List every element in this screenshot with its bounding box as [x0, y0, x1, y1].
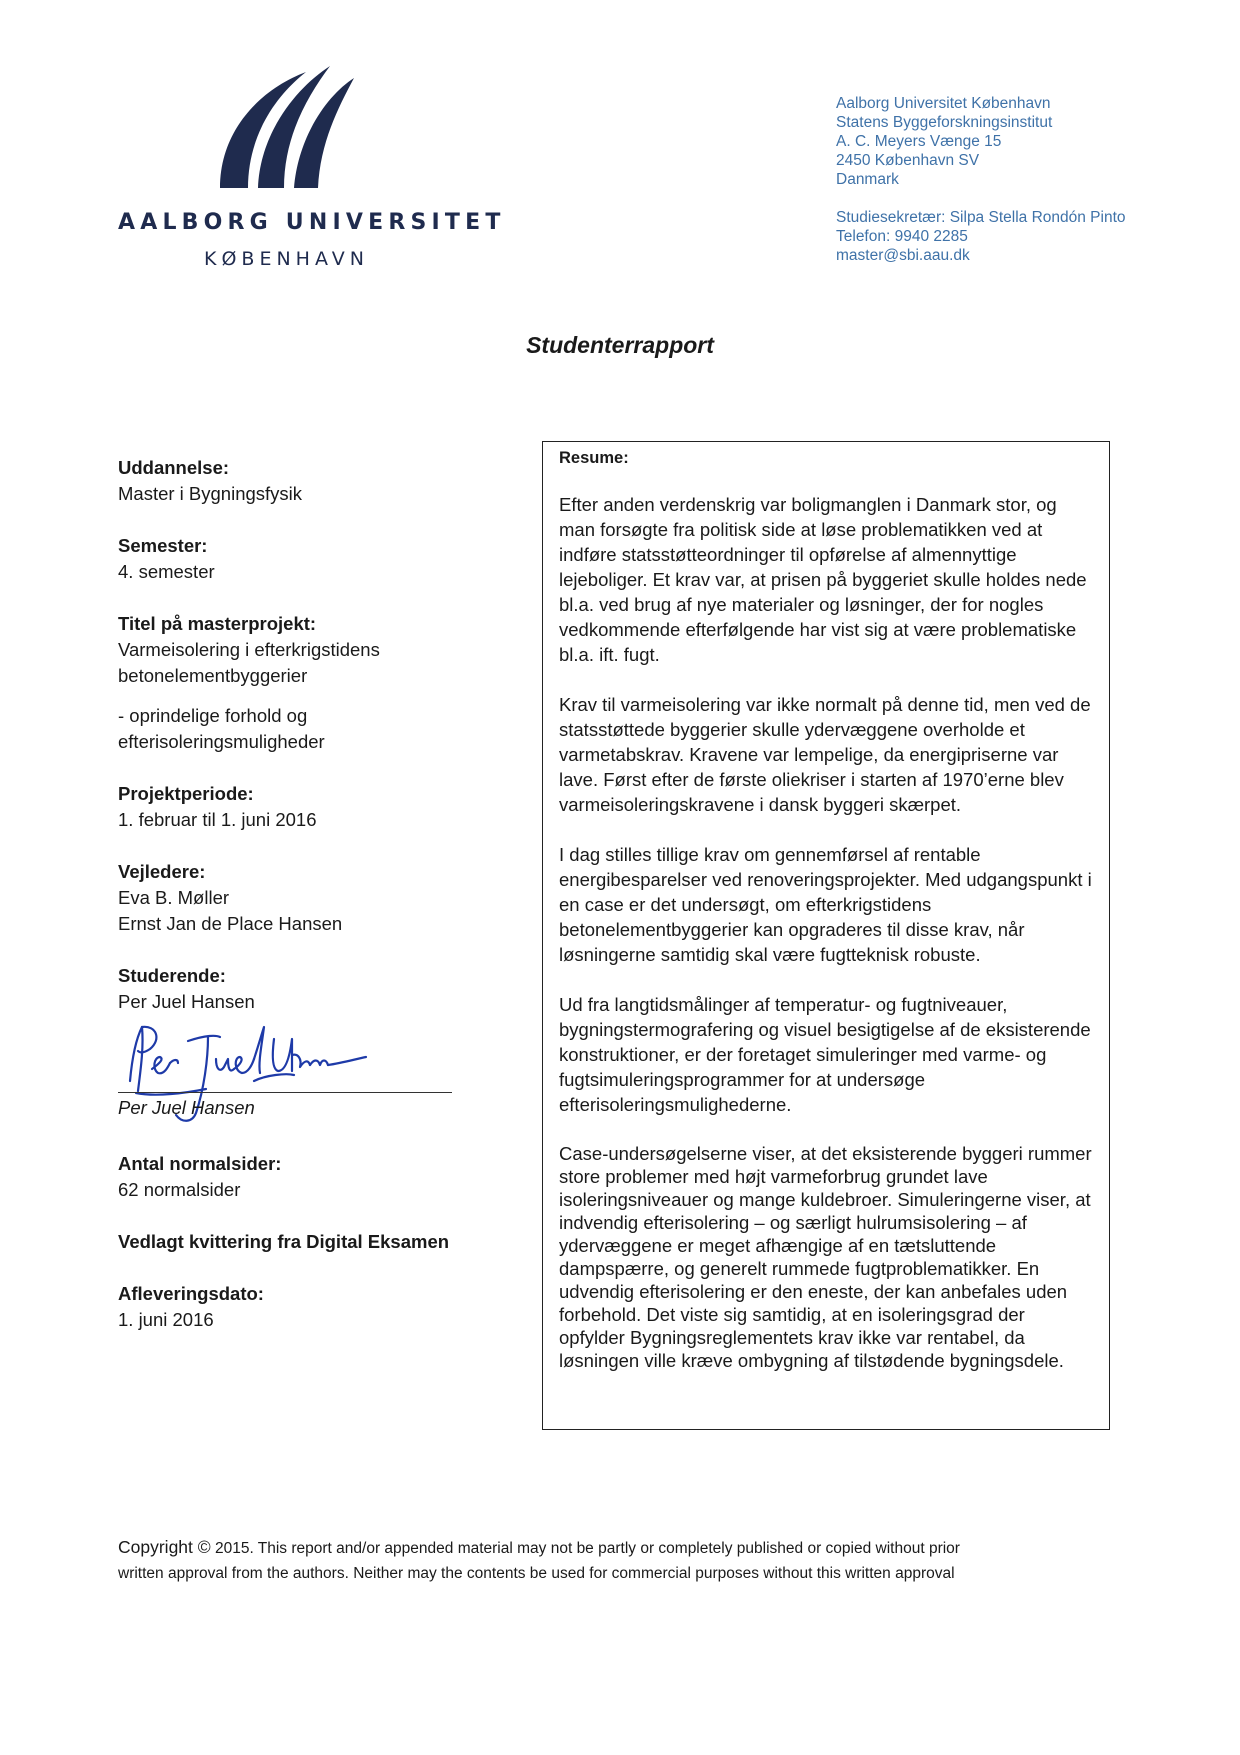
- signature-line: [118, 1092, 452, 1093]
- logo-city-name: KØBENHAVN: [204, 248, 369, 270]
- pages-label: Antal normalsider:: [118, 1153, 282, 1174]
- delivery-field: [118, 1281, 498, 1333]
- supervisor-name: Eva B. Møller: [118, 887, 230, 908]
- student-field: [118, 963, 498, 1015]
- address-line: A. C. Meyers Vænge 15: [836, 133, 1002, 150]
- project-subtitle-line: efterisoleringsmuligheder: [118, 731, 325, 752]
- supervisor-name: Ernst Jan de Place Hansen: [118, 913, 343, 934]
- summary-box: [542, 441, 1110, 1430]
- delivery-label: Afleveringsdato:: [118, 1283, 264, 1304]
- summary-paragraph: Efter anden verdenskrig var boligmanglen i Danmark stor, og man forsøgte fra politisk side at løse problematikken ved at indføre statsstøtteordninger til opførelse af almennyttige lejeboliger. Et krav var, at prisen på byggeriet skulle holdes nede bl.a. ved brug af nye materialer og løsninger, der for nogles vedkommende efterfølgende har vist sig at være problematiske bl.a. ift. fugt.: [559, 494, 1087, 665]
- copyright-line: written approval from the authors. Neither may the contents be used for commercial purposes without this written approval: [118, 1565, 955, 1582]
- student-value: Per Juel Hansen: [118, 991, 255, 1012]
- delivery-value: 1. juni 2016: [118, 1309, 214, 1330]
- period-field: [118, 781, 498, 833]
- receipt-label: Vedlagt kvittering fra Digital Eksamen: [118, 1231, 450, 1252]
- logo-university-name: AALBORG UNIVERSITET: [118, 210, 506, 235]
- supervisors-field: [118, 859, 498, 937]
- address-block: [836, 94, 1126, 265]
- project-subtitle-line: - oprindelige forhold og: [118, 705, 308, 726]
- student-label: Studerende:: [118, 965, 226, 986]
- summary-paragraph: Case-undersøgelserne viser, at det eksisterende byggeri rummer store problemer med højt varmeforbrug grundet lave isoleringsniveauer og mange kuldebroer. Simuleringerne viser, at indvendig efterisolering – og særligt hulrumsisolering – af ydervæggene er meget afhængige af en tætsluttende dampspærre, og generelt rummede fugtproblematikker. En udvendig efterisolering er den eneste, der kan anbefales uden forbehold. Det viste sig samtidig, at en isoleringsgrad der opfylder Bygningsreglementets krav ikke var rentabel, da løsningen ville kræve ombygning af tilstødende bygningsdele.: [559, 1143, 1092, 1371]
- receipt-field: [118, 1229, 498, 1255]
- report-details: [118, 455, 498, 1359]
- period-value: 1. februar til 1. juni 2016: [118, 809, 317, 830]
- email-line: master@sbi.aau.dk: [836, 247, 970, 264]
- copyright-word: Copyright ©: [118, 1537, 211, 1557]
- project-title-label: Titel på masterprojekt:: [118, 613, 317, 634]
- semester-value: 4. semester: [118, 561, 215, 582]
- pages-field: [118, 1151, 498, 1203]
- summary-paragraph: Ud fra langtidsmålinger af temperatur- og fugtniveauer, bygningstermografering og visuel besigtigelse af de eksisterende konstruktioner, er der foretaget simuleringer med varme- og fugtsimuleringsprogrammer for at undersøge efterisoleringsmulighederne.: [559, 994, 1091, 1115]
- page-title: Studenterrapport: [526, 332, 714, 358]
- signature-block: [118, 1019, 498, 1139]
- education-field: [118, 455, 498, 507]
- copyright-footer: [118, 1535, 1128, 1586]
- secretary-line: Studiesekretær: Silpa Stella Rondón Pinto: [836, 209, 1126, 226]
- period-label: Projektperiode:: [118, 783, 254, 804]
- summary-heading: Resume:: [559, 449, 629, 467]
- supervisors-label: Vejledere:: [118, 861, 206, 882]
- project-title-field: [118, 611, 498, 755]
- address-line: Aalborg Universitet København: [836, 95, 1051, 112]
- address-line: 2450 København SV: [836, 152, 980, 169]
- university-logo-mark-icon: [218, 58, 358, 198]
- university-logo: [118, 58, 506, 278]
- project-title-line: betonelementbyggerier: [118, 665, 308, 686]
- project-title-line: Varmeisolering i efterkrigstidens: [118, 639, 380, 660]
- summary-paragraph: Krav til varmeisolering var ikke normalt på denne tid, men ved de statsstøttede byggerier skulle ydervæggene overholde et varmetabskrav. Kravene var lempelige, da energipriserne var lave. Først efter de første oliekriser i starten af 1970’erne blev varmeisoleringskravene i dansk byggeri skærpet.: [559, 694, 1091, 815]
- pages-value: 62 normalsider: [118, 1179, 241, 1200]
- education-label: Uddannelse:: [118, 457, 230, 478]
- address-line: Statens Byggeforskningsinstitut: [836, 114, 1053, 131]
- address-line: Danmark: [836, 171, 899, 188]
- semester-label: Semester:: [118, 535, 208, 556]
- phone-line: Telefon: 9940 2285: [836, 228, 968, 245]
- copyright-line: 2015. This report and/or appended material may not be partly or completely published or copied without prior: [210, 1540, 960, 1557]
- summary-paragraph: I dag stilles tillige krav om gennemførsel af rentable energibesparelser ved renoveringsprojekter. Med udgangspunkt i en case er det undersøgt, om efterkrigstidens betonelementbyggerier kan opgraderes til disse krav, når løsningerne samtidig skal være fugtteknisk robuste.: [559, 844, 1092, 965]
- education-value: Master i Bygningsfysik: [118, 483, 303, 504]
- semester-field: [118, 533, 498, 585]
- signature-name: Per Juel Hansen: [118, 1097, 255, 1118]
